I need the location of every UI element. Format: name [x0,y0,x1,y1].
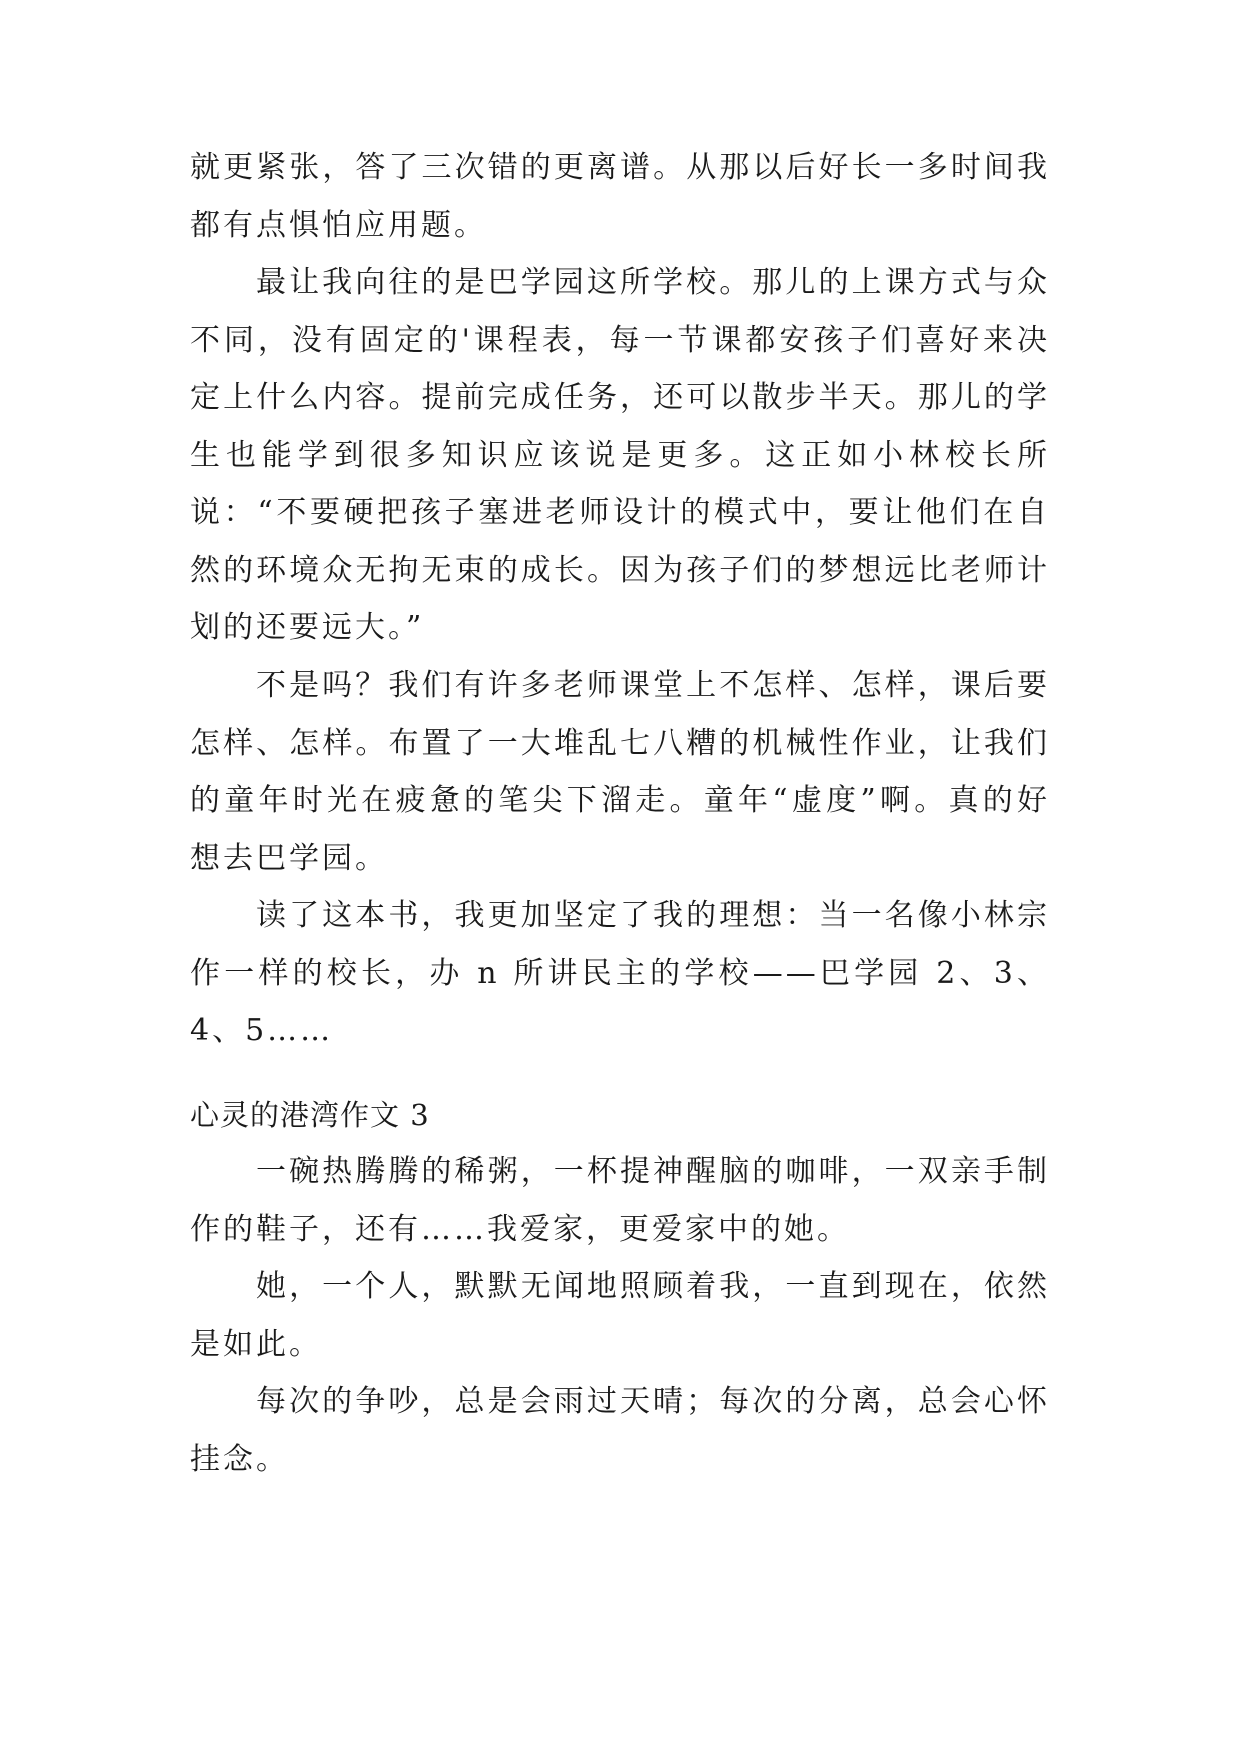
paragraph-1: 就更紧张，答了三次错的更离谱。从那以后好长一多时间我都有点惧怕应用题。 [190,150,1050,243]
paragraph-7: 每次的争吵，总是会雨过天晴；每次的分离，总会心怀挂念。 [190,1384,1050,1477]
paragraph-5: 一碗热腾腾的稀粥，一杯提神醒脑的咖啡，一双亲手制作的鞋子，还有……我爱家，更爱家中的她。 [190,1154,1050,1247]
section-title: 心灵的港湾作文 3 [190,1098,430,1132]
paragraph-3: 不是吗？我们有许多老师课堂上不怎样、怎样，课后要怎样、怎样。布置了一大堆乱七八糟的机械性作业，让我们的童年时光在疲惫的笔尖下溜走。童年“虚度”啊。真的好想去巴学园。 [190,668,1050,876]
paragraph-4: 读了这本书，我更加坚定了我的理想：当一名像小林宗作一样的校长，办 n 所讲民主的学校——巴学园 2、3、4、5…… [190,898,1050,1048]
paragraph-6: 她，一个人，默默无闻地照顾着我，一直到现在，依然是如此。 [190,1269,1050,1362]
paragraph-2: 最让我向往的是巴学园这所学校。那儿的上课方式与众不同，没有固定的'课程表，每一节课都安孩子们喜好来决定上什么内容。提前完成任务，还可以散步半天。那儿的学生也能学到很多知识应该说是更多。这正如小林校长所说：“不要硬把孩子塞进老师设计的模式中，要让他们在自然的环境众无拘无束的成长。因为孩子们的梦想远比老师计划的还要远大。” [190,265,1050,645]
